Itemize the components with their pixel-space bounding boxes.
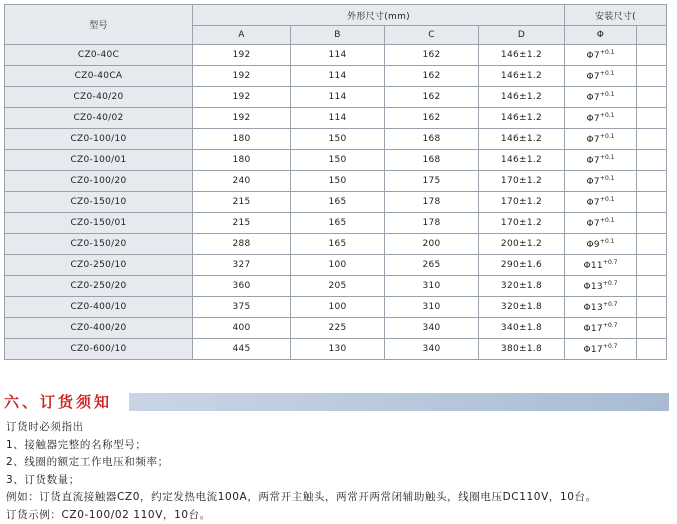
hole-diameter-value: Φ17 xyxy=(583,324,602,334)
table-row xyxy=(5,234,667,255)
model-cell: CZ0-40C xyxy=(5,45,193,66)
tolerance-value: +0.1 xyxy=(600,133,615,140)
note-line: 订货示例：CZ0-100/02 110V，10台。 xyxy=(6,507,671,524)
model-cell: CZ0-40CA xyxy=(5,66,193,87)
hole-diameter-value: Φ7 xyxy=(587,177,600,187)
dim-c-cell: 168 xyxy=(385,129,479,150)
hole-diameter-value: Φ13 xyxy=(583,303,602,313)
dim-d-cell: 290±1.6 xyxy=(479,255,565,276)
note-line: 例如：订货直流接触器CZ0，约定发热电流100A，两常开主触头，两常开两常闭辅助触头，线圈电压DC110V，10台。 xyxy=(6,489,671,507)
dim-b-cell: 114 xyxy=(291,108,385,129)
dim-d-cell: 146±1.2 xyxy=(479,108,565,129)
blank-cell xyxy=(637,192,667,213)
dim-b-cell: 150 xyxy=(291,129,385,150)
header-c: C xyxy=(385,26,479,45)
order-notes xyxy=(6,419,671,524)
note-line: 2、线圈的额定工作电压和频率； xyxy=(6,454,671,472)
table-row xyxy=(5,276,667,297)
header-a: A xyxy=(193,26,291,45)
dim-a-cell: 192 xyxy=(193,108,291,129)
dim-b-cell: 150 xyxy=(291,150,385,171)
table-row xyxy=(5,108,667,129)
dim-b-cell: 114 xyxy=(291,66,385,87)
table-row xyxy=(5,192,667,213)
hole-diameter-cell xyxy=(565,339,637,360)
dim-a-cell: 240 xyxy=(193,171,291,192)
dim-c-cell: 168 xyxy=(385,150,479,171)
table-row xyxy=(5,129,667,150)
header-blank xyxy=(637,26,667,45)
header-install-dimensions: 安装尺寸( xyxy=(565,5,667,26)
dim-a-cell: 445 xyxy=(193,339,291,360)
blank-cell xyxy=(637,213,667,234)
dim-b-cell: 165 xyxy=(291,192,385,213)
tolerance-value: +0.1 xyxy=(600,175,615,182)
dim-c-cell: 178 xyxy=(385,213,479,234)
blank-cell xyxy=(637,234,667,255)
blank-cell xyxy=(637,171,667,192)
model-cell: CZ0-100/20 xyxy=(5,171,193,192)
dim-b-cell: 165 xyxy=(291,234,385,255)
model-cell: CZ0-400/20 xyxy=(5,318,193,339)
tolerance-value: +0.7 xyxy=(603,343,618,350)
model-cell: CZ0-250/10 xyxy=(5,255,193,276)
blank-cell xyxy=(637,45,667,66)
header-model: 型号 xyxy=(5,5,193,45)
dim-c-cell: 340 xyxy=(385,339,479,360)
hole-diameter-value: Φ7 xyxy=(587,51,600,61)
dim-a-cell: 375 xyxy=(193,297,291,318)
dim-b-cell: 150 xyxy=(291,171,385,192)
blank-cell xyxy=(637,66,667,87)
dim-a-cell: 400 xyxy=(193,318,291,339)
dim-a-cell: 215 xyxy=(193,213,291,234)
hole-diameter-value: Φ7 xyxy=(587,156,600,166)
table-row xyxy=(5,171,667,192)
tolerance-value: +0.1 xyxy=(600,112,615,119)
dim-c-cell: 310 xyxy=(385,276,479,297)
hole-diameter-cell xyxy=(565,318,637,339)
blank-cell xyxy=(637,255,667,276)
dim-d-cell: 146±1.2 xyxy=(479,87,565,108)
hole-diameter-value: Φ7 xyxy=(587,72,600,82)
blank-cell xyxy=(637,318,667,339)
note-line: 1、接触器完整的名称型号； xyxy=(6,437,671,455)
header-b: B xyxy=(291,26,385,45)
hole-diameter-cell xyxy=(565,66,637,87)
hole-diameter-cell xyxy=(565,192,637,213)
dim-c-cell: 265 xyxy=(385,255,479,276)
dim-b-cell: 165 xyxy=(291,213,385,234)
dim-a-cell: 180 xyxy=(193,150,291,171)
blank-cell xyxy=(637,87,667,108)
hole-diameter-value: Φ17 xyxy=(583,345,602,355)
hole-diameter-cell xyxy=(565,87,637,108)
dim-d-cell: 320±1.8 xyxy=(479,276,565,297)
dim-d-cell: 170±1.2 xyxy=(479,213,565,234)
dim-a-cell: 192 xyxy=(193,66,291,87)
dim-b-cell: 130 xyxy=(291,339,385,360)
dim-c-cell: 340 xyxy=(385,318,479,339)
blank-cell xyxy=(637,297,667,318)
hole-diameter-value: Φ7 xyxy=(587,198,600,208)
dim-d-cell: 146±1.2 xyxy=(479,129,565,150)
dim-c-cell: 178 xyxy=(385,192,479,213)
hole-diameter-cell xyxy=(565,108,637,129)
hole-diameter-value: Φ13 xyxy=(583,282,602,292)
spec-table-body xyxy=(5,45,667,360)
dim-b-cell: 100 xyxy=(291,297,385,318)
table-row xyxy=(5,339,667,360)
dim-b-cell: 225 xyxy=(291,318,385,339)
model-cell: CZ0-150/10 xyxy=(5,192,193,213)
dim-b-cell: 114 xyxy=(291,87,385,108)
blank-cell xyxy=(637,129,667,150)
hole-diameter-value: Φ7 xyxy=(587,135,600,145)
hole-diameter-cell xyxy=(565,129,637,150)
table-row xyxy=(5,213,667,234)
hole-diameter-cell xyxy=(565,150,637,171)
dim-b-cell: 114 xyxy=(291,45,385,66)
model-cell: CZ0-100/01 xyxy=(5,150,193,171)
tolerance-value: +0.1 xyxy=(600,91,615,98)
hole-diameter-cell xyxy=(565,255,637,276)
hole-diameter-value: Φ7 xyxy=(587,114,600,124)
model-cell: CZ0-150/20 xyxy=(5,234,193,255)
table-row xyxy=(5,45,667,66)
dim-a-cell: 288 xyxy=(193,234,291,255)
model-cell: CZ0-600/10 xyxy=(5,339,193,360)
table-row xyxy=(5,66,667,87)
tolerance-value: +0.1 xyxy=(600,154,615,161)
spec-table xyxy=(4,4,667,360)
blank-cell xyxy=(637,339,667,360)
model-cell: CZ0-40/20 xyxy=(5,87,193,108)
dim-d-cell: 146±1.2 xyxy=(479,66,565,87)
header-phi: Φ xyxy=(565,26,637,45)
dim-d-cell: 380±1.8 xyxy=(479,339,565,360)
hole-diameter-cell xyxy=(565,276,637,297)
tolerance-value: +0.1 xyxy=(600,49,615,56)
hole-diameter-cell xyxy=(565,297,637,318)
table-row xyxy=(5,297,667,318)
tolerance-value: +0.7 xyxy=(603,259,618,266)
dim-c-cell: 200 xyxy=(385,234,479,255)
model-cell: CZ0-150/01 xyxy=(5,213,193,234)
model-cell: CZ0-250/20 xyxy=(5,276,193,297)
tolerance-value: +0.1 xyxy=(600,217,615,224)
table-row xyxy=(5,318,667,339)
table-row xyxy=(5,255,667,276)
dim-c-cell: 162 xyxy=(385,66,479,87)
dim-a-cell: 327 xyxy=(193,255,291,276)
dim-d-cell: 146±1.2 xyxy=(479,150,565,171)
note-line: 3、订货数量； xyxy=(6,472,671,490)
hole-diameter-value: Φ9 xyxy=(587,240,600,250)
hole-diameter-cell xyxy=(565,234,637,255)
model-cell: CZ0-100/10 xyxy=(5,129,193,150)
dim-c-cell: 162 xyxy=(385,108,479,129)
blank-cell xyxy=(637,276,667,297)
hole-diameter-cell xyxy=(565,171,637,192)
dim-d-cell: 146±1.2 xyxy=(479,45,565,66)
note-line: 订货时必须指出 xyxy=(6,419,671,437)
dim-a-cell: 360 xyxy=(193,276,291,297)
dim-b-cell: 205 xyxy=(291,276,385,297)
dim-a-cell: 192 xyxy=(193,45,291,66)
blank-cell xyxy=(637,150,667,171)
dim-d-cell: 170±1.2 xyxy=(479,171,565,192)
hole-diameter-cell xyxy=(565,213,637,234)
dim-b-cell: 100 xyxy=(291,255,385,276)
table-row xyxy=(5,150,667,171)
dim-c-cell: 175 xyxy=(385,171,479,192)
tolerance-value: +0.1 xyxy=(600,70,615,77)
dim-d-cell: 340±1.8 xyxy=(479,318,565,339)
dim-a-cell: 180 xyxy=(193,129,291,150)
header-d: D xyxy=(479,26,565,45)
dim-c-cell: 162 xyxy=(385,87,479,108)
table-row xyxy=(5,87,667,108)
tolerance-value: +0.7 xyxy=(603,322,618,329)
dim-d-cell: 170±1.2 xyxy=(479,192,565,213)
hole-diameter-value: Φ7 xyxy=(587,93,600,103)
dim-a-cell: 215 xyxy=(193,192,291,213)
tolerance-value: +0.7 xyxy=(603,280,618,287)
section-title: 六、订货须知 xyxy=(4,393,112,411)
tolerance-value: +0.1 xyxy=(600,238,615,245)
tolerance-value: +0.7 xyxy=(603,301,618,308)
dim-c-cell: 162 xyxy=(385,45,479,66)
dim-a-cell: 192 xyxy=(193,87,291,108)
hole-diameter-cell xyxy=(565,45,637,66)
header-outer-dimensions: 外形尺寸(mm) xyxy=(193,5,565,26)
model-cell: CZ0-400/10 xyxy=(5,297,193,318)
blank-cell xyxy=(637,108,667,129)
dim-d-cell: 320±1.8 xyxy=(479,297,565,318)
dim-c-cell: 310 xyxy=(385,297,479,318)
hole-diameter-value: Φ7 xyxy=(587,219,600,229)
dim-d-cell: 200±1.2 xyxy=(479,234,565,255)
tolerance-value: +0.1 xyxy=(600,196,615,203)
hole-diameter-value: Φ11 xyxy=(583,261,602,271)
model-cell: CZ0-40/02 xyxy=(5,108,193,129)
